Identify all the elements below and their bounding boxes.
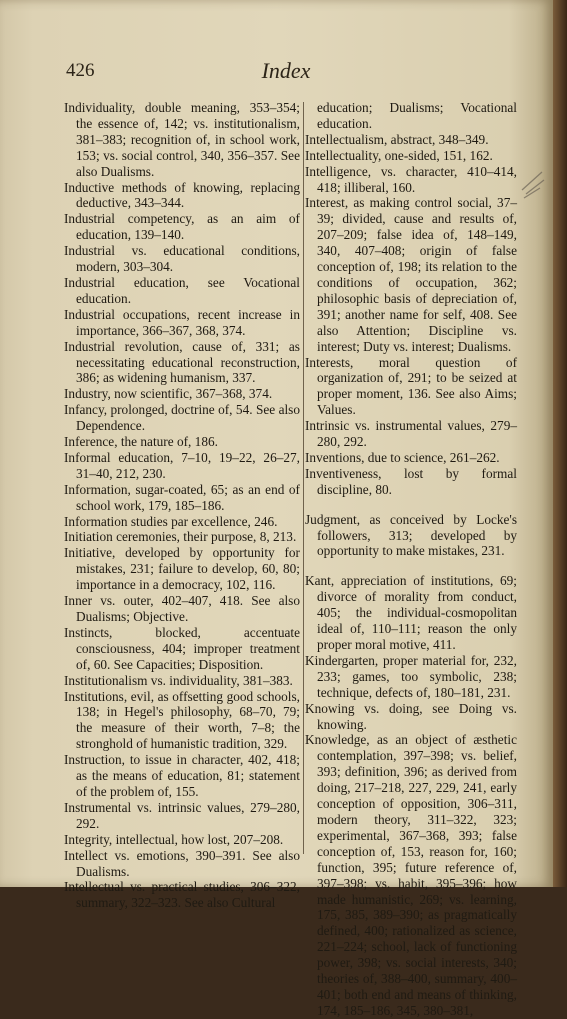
index-column-right [305,100,517,1019]
index-entry: Intrinsic vs. instrumental values, 279–280, 292. [305,418,517,450]
index-entry: Inventions, due to science, 261–262. [305,449,500,465]
index-entry: Instincts, blocked, accentuate consciousness, 404; improper treatment of, 60. See Capacities; Disposition. [64,624,300,672]
index-entry: Industrial competency, as an aim of education, 139–140. [64,211,300,243]
index-entry: Industrial revolution, cause of, 331; as necessitating educational reconstruction, 386; as widening humanism, 337. [64,338,300,386]
index-entry: Kindergarten, proper material for, 232, 233; games, too symbolic, 238; technique, defects of, 180–181, 231. [305,652,517,700]
index-entry: Institutionalism vs. individuality, 381–383. [64,672,293,688]
index-entry: Intelligence, vs. character, 410–414, 418; illiberal, 160. [305,163,517,195]
index-entry: Knowledge, as an object of æsthetic contemplation, 397–398; vs. belief, 393; definition, 396; as derived from doing, 217–218, 227, 229, 241, early conception of opposition, 306–311, modern theory, 311–322, 323; experimental, 367–368, 393; false conception of, 153, reason for, 160; function, 395; future reference of, 397–398; vs. habit, 395–396; how made humanistic, 269; vs. learning, 175, 385, 389–390; as pragmatically defined, 400; rationalized as science, 221–224; school, lack of functioning power, 398; vs. social interests, 340; theories of, 388–400, summary, 400–401; both end and means of thinking, 174, 185–186, 345, 380–381, [305,732,517,1018]
index-entry: education; Dualisms; Vocational education. [317,100,517,131]
index-entry: Industrial education, see Vocational education. [64,274,300,306]
index-entry: Infancy, prolonged, doctrine of, 54. See also Dependence. [64,402,300,434]
index-entry: Industry, now scientific, 367–368, 374. [64,386,273,402]
index-entry: Intellect vs. emotions, 390–391. See also Dualisms. [64,847,300,879]
index-entry: Inductive methods of knowing, replacing deductive, 343–344. [64,179,300,211]
index-entry: Judgment, as conceived by Locke's followers, 313; developed by opportunity to make mistakes, 231. [305,511,517,559]
index-entry: Inference, the nature of, 186. [64,434,218,450]
index-entry: Initiation ceremonies, their purpose, 8, 213. [64,529,297,545]
index-entry: Institutions, evil, as offsetting good schools, 138; in Hegel's philosophy, 68–70, 79; the measure of their worth, 7–8; the stronghold of humanistic tradition, 329. [64,688,300,752]
index-entry: Industrial vs. educational conditions, modern, 303–304. [64,243,300,275]
index-entry: Inventiveness, lost by formal discipline, 80. [305,465,517,497]
page-title: Index [261,58,311,83]
index-entry: Information, sugar-coated, 65; as an end of school work, 179, 185–186. [64,481,300,513]
column-divider [303,102,304,854]
index-entry: Industrial occupations, recent increase in importance, 366–367, 368, 374. [64,306,300,338]
page-number: 426 [66,60,95,81]
index-entry: Intellectual vs. practical studies, 306–322, summary, 322–323. See also Cultural [64,879,300,911]
index-entry: Instruction, to issue in character, 402, 418; as the means of education, 81; statement of the problem of, 155. [64,752,300,799]
index-entry: Initiative, developed by opportunity for mistakes, 231; failure to develop, 60, 80; importance in a democracy, 102, 116. [64,545,300,593]
index-entry: Individuality, double meaning, 353–354; the essence of, 142; vs. institutionalism, 381–383; recognition of, in school work, 153; vs. social control, 340, 356–357. See also Dualisms. [64,100,300,179]
page-header [66,58,506,84]
index-entry: Interest, as making control social, 37–39; divided, cause and results of, 207–209; false idea of, 148–149, 340, 407–408; origin of false conception of, 198; its relation to the conditions of occupation, 362; philosophic basis of depreciation of, 391; another name for self, 408. See also Attention; Discipline vs. interest; Duty vs. interest; Dualisms. [305,195,517,354]
index-entry: Kant, appreciation of institutions, 69; divorce of morality from conduct, 405; the individual-cosmopolitan ideal of, 110–111; reason the only proper moral motive, 411. [305,573,517,652]
pencil-margin-mark-icon [520,168,546,206]
index-entry: Intellectuality, one-sided, 151, 162. [305,147,493,163]
index-entry: Knowing vs. doing, see Doing vs. knowing. [305,700,517,732]
index-entry: Informal education, 7–10, 19–22, 26–27, 31–40, 212, 230. [64,449,300,481]
index-entry: Information studies par excellence, 246. [64,513,278,529]
book-spine-edge [553,0,567,887]
index-column-left [64,100,300,911]
index-entry: Interests, moral question of organization of, 291; to be seized at proper moment, 136. See also Aims; Values. [305,354,517,418]
index-entry: Instrumental vs. intrinsic values, 279–280, 292. [64,799,300,831]
index-entry: Inner vs. outer, 402–407, 418. See also Dualisms; Objective. [64,593,300,624]
index-entry: Integrity, intellectual, how lost, 207–208. [64,831,284,847]
index-entry: Intellectualism, abstract, 348–349. [305,131,489,147]
